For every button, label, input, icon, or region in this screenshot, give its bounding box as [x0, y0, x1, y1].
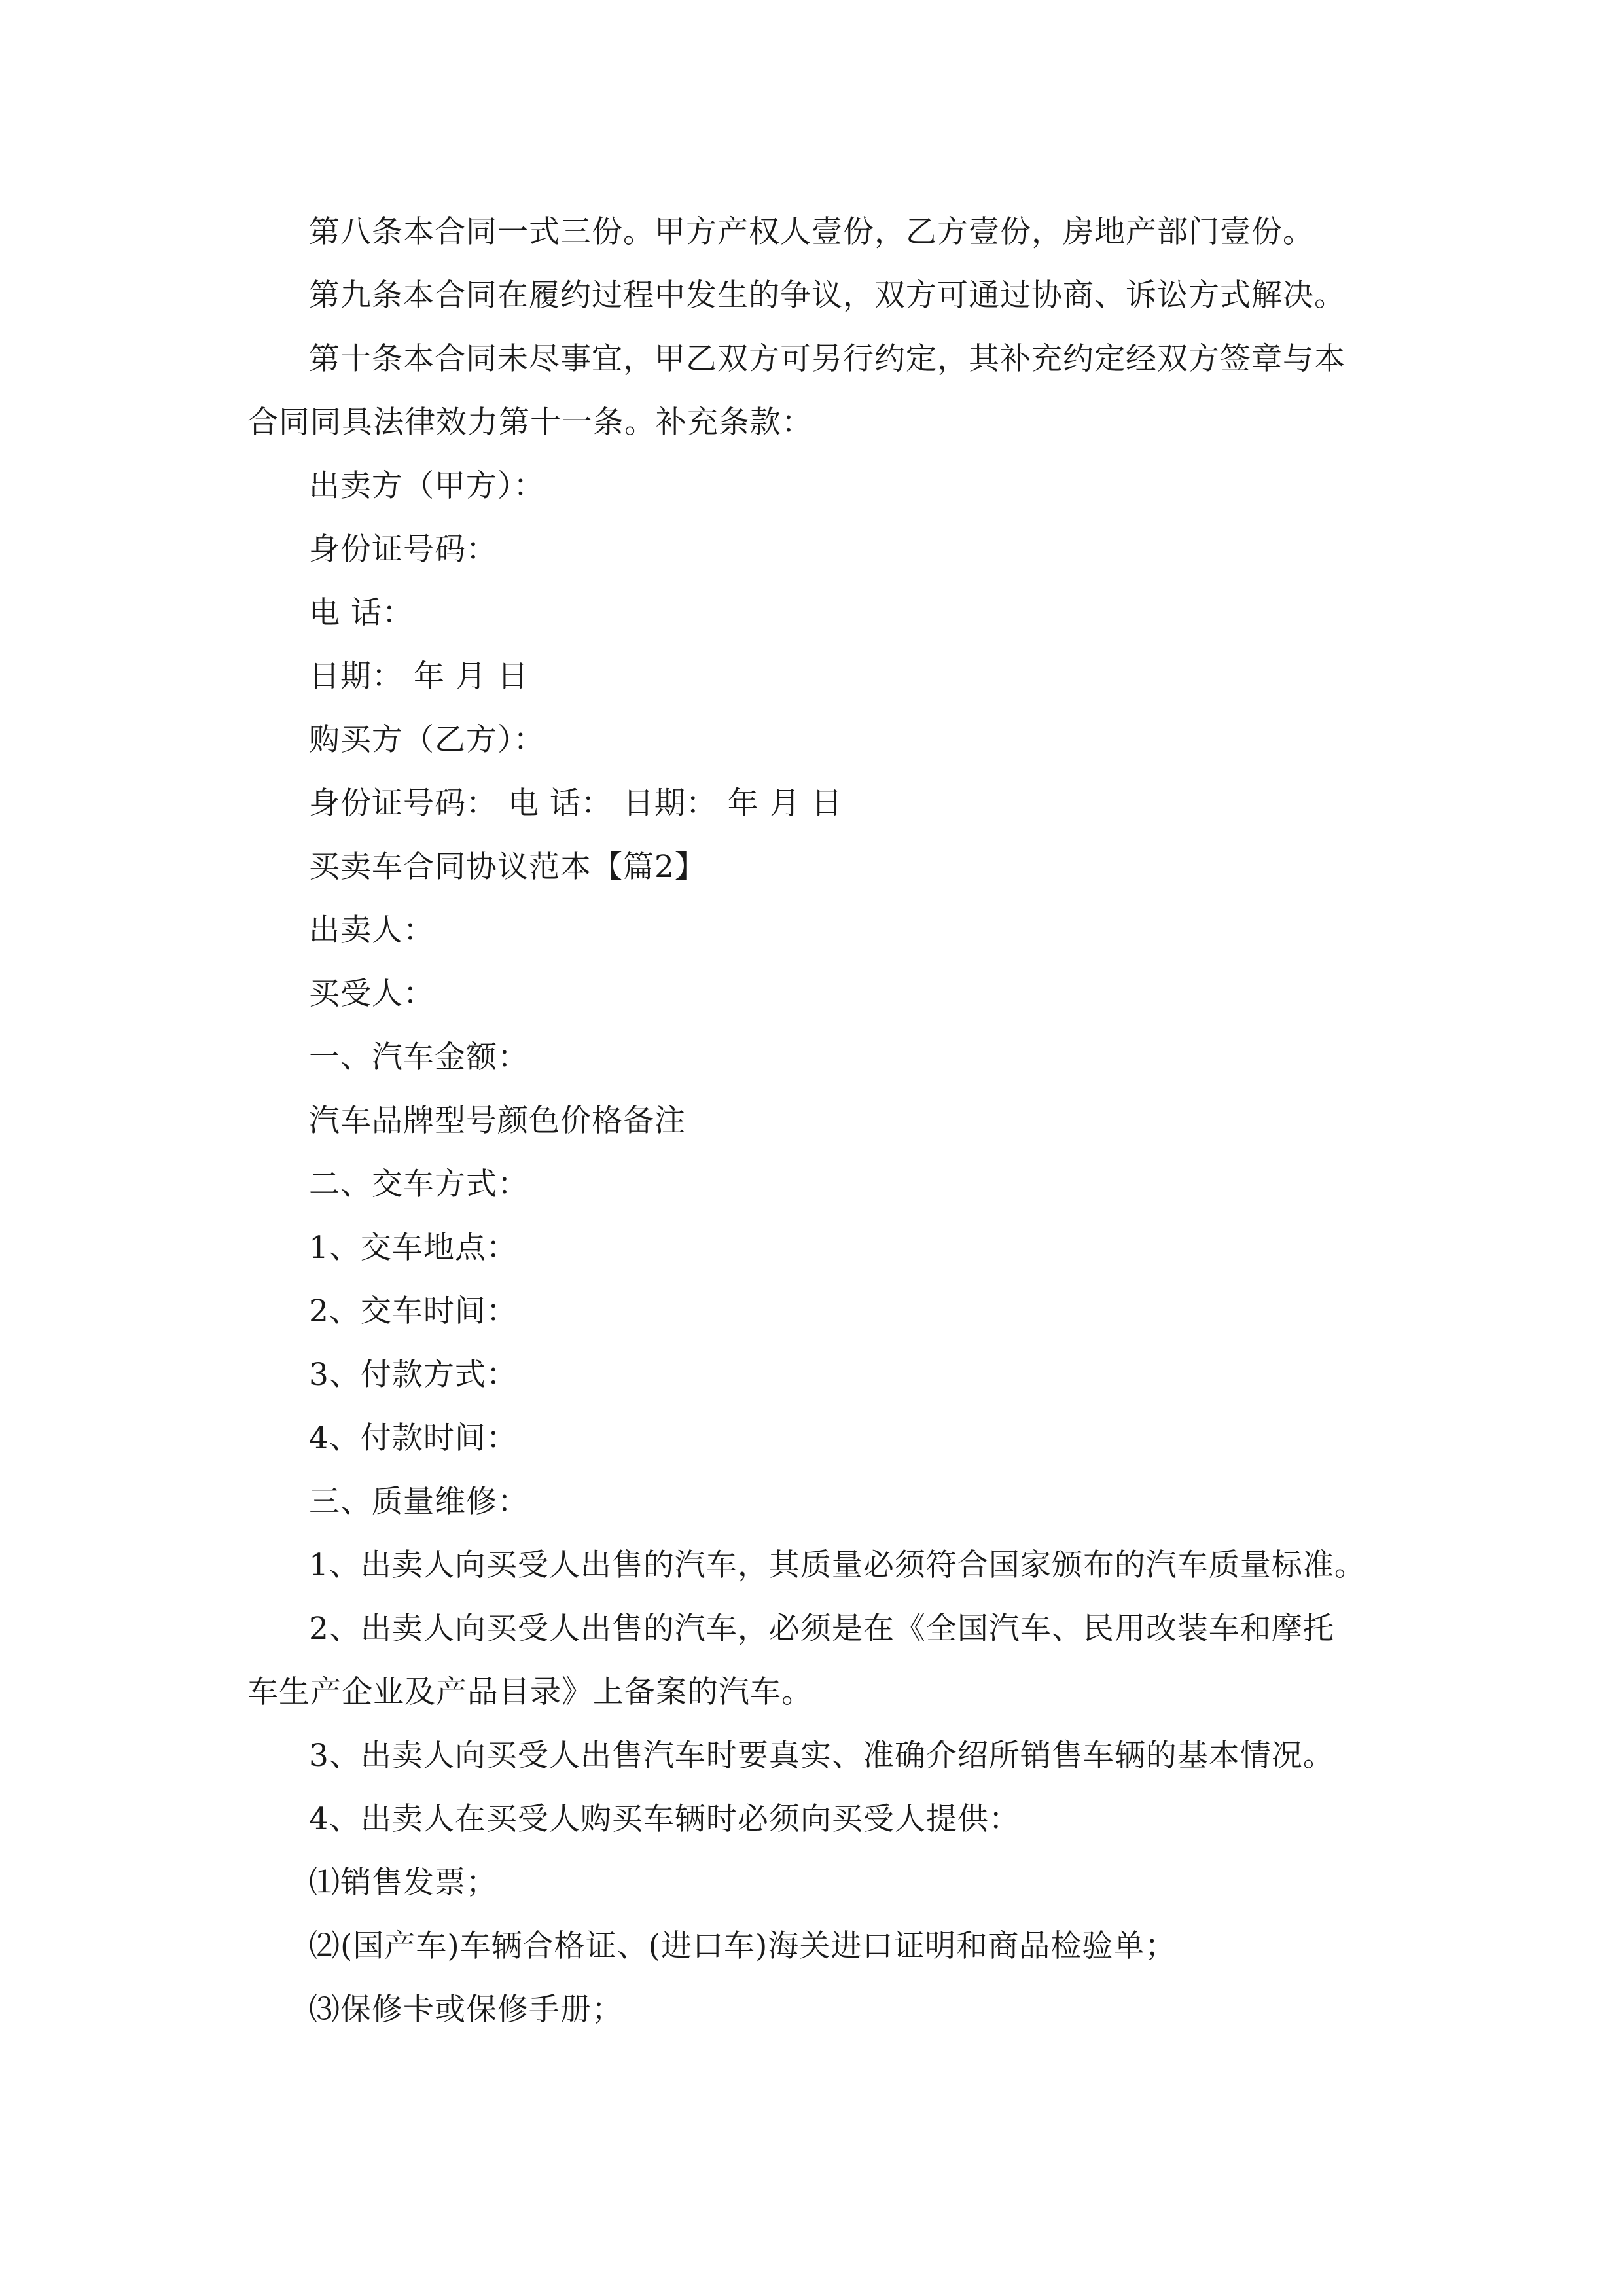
document-item-1: ⑴销售发票；	[309, 1865, 497, 1901]
document-page	[247, 200, 1399, 2041]
quality-item-2: 2、出卖人向买受人出售的汽车，必须是在《全国汽车、民用改装车和摩托	[309, 1611, 1334, 1647]
car-details-header: 汽车品牌型号颜色价格备注	[309, 1103, 686, 1139]
payment-method: 3、付款方式：	[309, 1357, 518, 1393]
buyer-party-label: 购买方（乙方）：	[309, 722, 545, 758]
delivery-location: 1、交车地点：	[309, 1230, 518, 1266]
seller-id-label: 身份证号码：	[309, 531, 497, 567]
clause-10-continued: 合同同具法律效力第十一条。补充条款：	[247, 404, 813, 440]
seller-party-label: 出卖方（甲方）：	[309, 468, 545, 504]
heading-delivery: 二、交车方式：	[309, 1166, 529, 1202]
quality-item-1: 1、出卖人向买受人出售的汽车，其质量必须符合国家颁布的汽车质量标准。	[309, 1547, 1366, 1583]
clause-10: 第十条本合同未尽事宜，甲乙双方可另行约定，其补充约定经双方签章与本	[309, 341, 1346, 377]
seller-date-label: 日期： 年 月 日	[309, 658, 529, 694]
buyer-details-label: 身份证号码： 电 话： 日期： 年 月 日	[309, 785, 843, 821]
clause-9: 第九条本合同在履约过程中发生的争议，双方可通过协商、诉讼方式解决。	[309, 278, 1346, 314]
payment-time: 4、付款时间：	[309, 1420, 518, 1456]
section-title: 买卖车合同协议范本【篇2】	[309, 849, 706, 885]
buyer-label: 买受人：	[309, 976, 435, 1012]
quality-item-4: 4、出卖人在买受人购买车辆时必须向买受人提供：	[309, 1801, 1020, 1837]
delivery-time: 2、交车时间：	[309, 1293, 518, 1329]
heading-quality: 三、质量维修：	[309, 1484, 529, 1520]
quality-item-3: 3、出卖人向买受人出售汽车时要真实、准确介绍所销售车辆的基本情况。	[309, 1738, 1334, 1774]
clause-8: 第八条本合同一式三份。甲方产权人壹份，乙方壹份，房地产部门壹份。	[309, 214, 1314, 250]
document-item-2: ⑵(国产车)车辆合格证、(进口车)海关进口证明和商品检验单；	[309, 1928, 1177, 1964]
quality-item-2-continued: 车生产企业及产品目录》上备案的汽车。	[247, 1674, 813, 1710]
seller-label: 出卖人：	[309, 912, 435, 948]
seller-phone-label: 电 话：	[309, 595, 414, 631]
heading-car-amount: 一、汽车金额：	[309, 1039, 529, 1075]
document-item-3: ⑶保修卡或保修手册；	[309, 1992, 623, 2028]
